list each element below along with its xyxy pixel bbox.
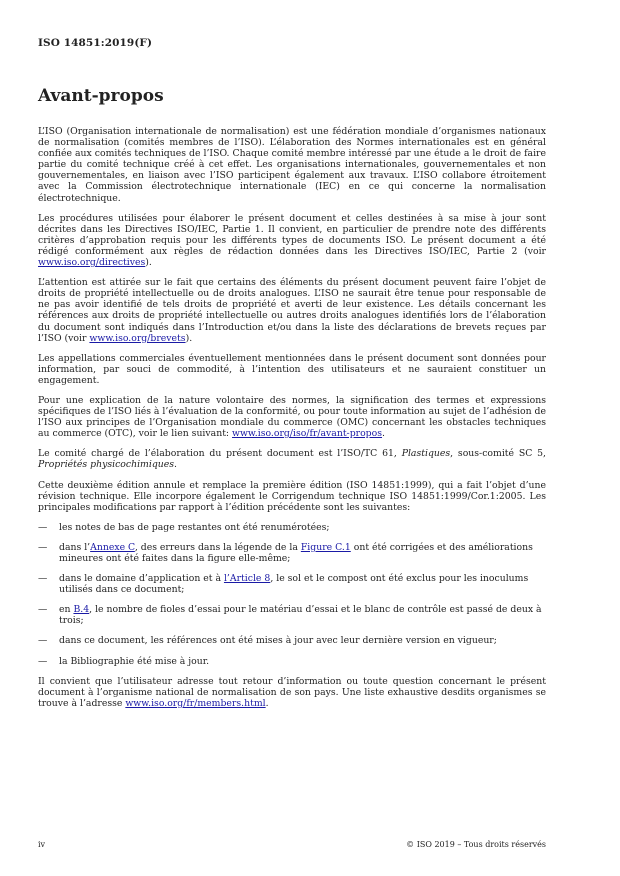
dash-bullet: — [38,604,48,616]
copyright-notice: © ISO 2019 – Tous droits réservés [406,840,546,849]
changes-list [38,522,546,667]
paragraph-patents-text: L’attention est attirée sur le fait que certains des éléments du présent document peuvent faire l’objet de droits de propriété intellectuelle ou de droits analogues. L’ISO ne saurait être tenue pour responsable de ne pas avoir identifié de tels droits de propriété et averti de leur existence. Les détails concernant les références aux droits de propriété intellectuelle ou autres droits analogues identifiés lors de l’élaboration du document sont indiqués dans l’Introduction et/ou dans la liste des déclarations de brevets reçues par l’ISO (voir [38,277,546,344]
paragraph-edition: Cette deuxième édition annule et remplace la première édition (ISO 14851:1999), qui a fait l’objet d’une révision technique. Elle incorpore également le Corrigendum technique ISO 14851:1999/Cor.1:2005. Les principales modifications par rapport à l’édition précédente sont les suivantes: [38,479,546,513]
list-item-text: , des erreurs dans la légende de la [134,541,301,553]
list-item [38,573,546,595]
list-item-text: dans l’ [59,541,91,553]
members-link[interactable]: www.iso.org/fr/members.html [125,697,266,709]
paragraph-voluntary-end: . [382,428,385,440]
paragraph-patents [38,277,546,344]
paragraph-feedback-end: . [265,697,269,709]
list-item-text: ont été corrigées et des améliorations mineures ont été faites dans la figure elle-même; [59,541,533,564]
paragraph-iso-intro: L’ISO (Organisation internationale de normalisation) est une fédération mondiale d’organismes nationaux de normalisation (comités membres de l’ISO). L’élaboration des Normes internationales est en général confiée aux comités techniques de l’ISO. Chaque comité membre intéressé par une étude a le droit de faire partie du comité technique créé à cet effet. Les organisations internationales, gouvernementales et non gouvernementales, en liaison avec l’ISO participent également aux travaux. L’ISO collabore étroitement avec la Commission électrotechnique internationale (IEC) en ce qui concerne la normalisation électrotechnique. [38,126,546,204]
list-item [38,604,546,626]
annex-c-link[interactable]: Annexe C [90,541,135,553]
article-8-link[interactable]: l’Article 8 [223,573,271,585]
dash-bullet: — [38,541,48,553]
paragraph-voluntary-text: Pour une explication de la nature volontaire des normes, la signification des termes et expressions spécifiques de l’ISO liés à l’évaluation de la conformité, ou pour toute information au sujet de l’adhésion de l’ISO aux principes de l’Organisation mondiale du commerce (OMC) concernant les obstacles techniques au commerce (OTC), voir le lien suivant: [38,394,546,440]
dash-bullet: — [38,573,48,585]
dash-bullet: — [38,655,48,667]
paragraph-procedures [38,213,546,268]
list-item [38,635,546,646]
paragraph-patents-end: ). [185,332,193,344]
list-item [38,522,546,533]
committee-text-mid: , sous-comité SC 5, [450,448,546,460]
page-number: iv [38,840,46,849]
list-item-text: les notes de bas de page restantes ont été renumérotées; [59,521,330,533]
section-title: Avant-propos [38,86,164,106]
paragraph-trade-names: Les appellations commerciales éventuellement mentionnées dans le présent document sont données pour information, par souci de commodité, à l’intention des utilisateurs et ne sauraient constituer un engagement. [38,352,546,386]
committee-name: Plastiques [401,448,451,460]
foreword-link[interactable]: www.iso.org/iso/fr/avant-propos [232,428,383,440]
paragraph-procedures-end: ). [145,257,152,269]
list-item-text: , le nombre de fioles d’essai pour le matériau d’essai et le blanc de contrôle est passé de deux à trois; [59,604,542,627]
subcommittee-name: Propriétés physicochimiques [38,459,175,471]
paragraph-procedures-text: Les procédures utilisées pour élaborer le présent document et celles destinées à sa mise à jour sont décrites dans les Directives ISO/IEC, Partie 1. Il convient, en particulier de prendre note des différents critères d’approbation requis pour les différents types de documents ISO. Le présent document a été rédigé conformément aux règles de rédaction données dans les Directives ISO/IEC, Partie 2 (voir [38,212,546,257]
paragraph-feedback [38,676,546,709]
paragraph-feedback-text: Il convient que l’utilisateur adresse tout retour d’information ou toute question concernant le présent document à l’organisme national de normalisation de son pays. Une liste exhaustive desdits organismes se trouve à l’adresse [38,675,546,709]
list-item-text: en [59,604,74,616]
figure-c1-link[interactable]: Figure C.1 [300,541,351,553]
paragraph-committee [38,448,546,470]
list-item-text: dans le domaine d’application et à [59,573,224,585]
list-item-text: , le sol et le compost ont été exclus pour les inoculums utilisés dans ce document; [59,573,529,596]
list-item [38,656,546,667]
committee-text-end: . [174,459,178,471]
committee-text-start: Le comité chargé de l’élaboration du présent document est l’ISO/TC 61, [38,448,402,460]
patents-link[interactable]: www.iso.org/brevets [89,332,186,344]
list-item-text: la Bibliographie été mise à jour. [59,655,210,667]
list-item-text: dans ce document, les références ont été mises à jour avec leur dernière version en vigueur; [59,635,497,647]
paragraph-voluntary-nature [38,395,546,439]
document-id-header: ISO 14851:2019(F) [38,37,153,49]
dash-bullet: — [38,635,48,647]
b4-link[interactable]: B.4 [73,604,90,616]
dash-bullet: — [38,521,48,533]
page-footer [38,840,546,849]
directives-link[interactable]: www.iso.org/directives [38,257,146,269]
list-item [38,542,546,564]
foreword-body [38,126,546,718]
